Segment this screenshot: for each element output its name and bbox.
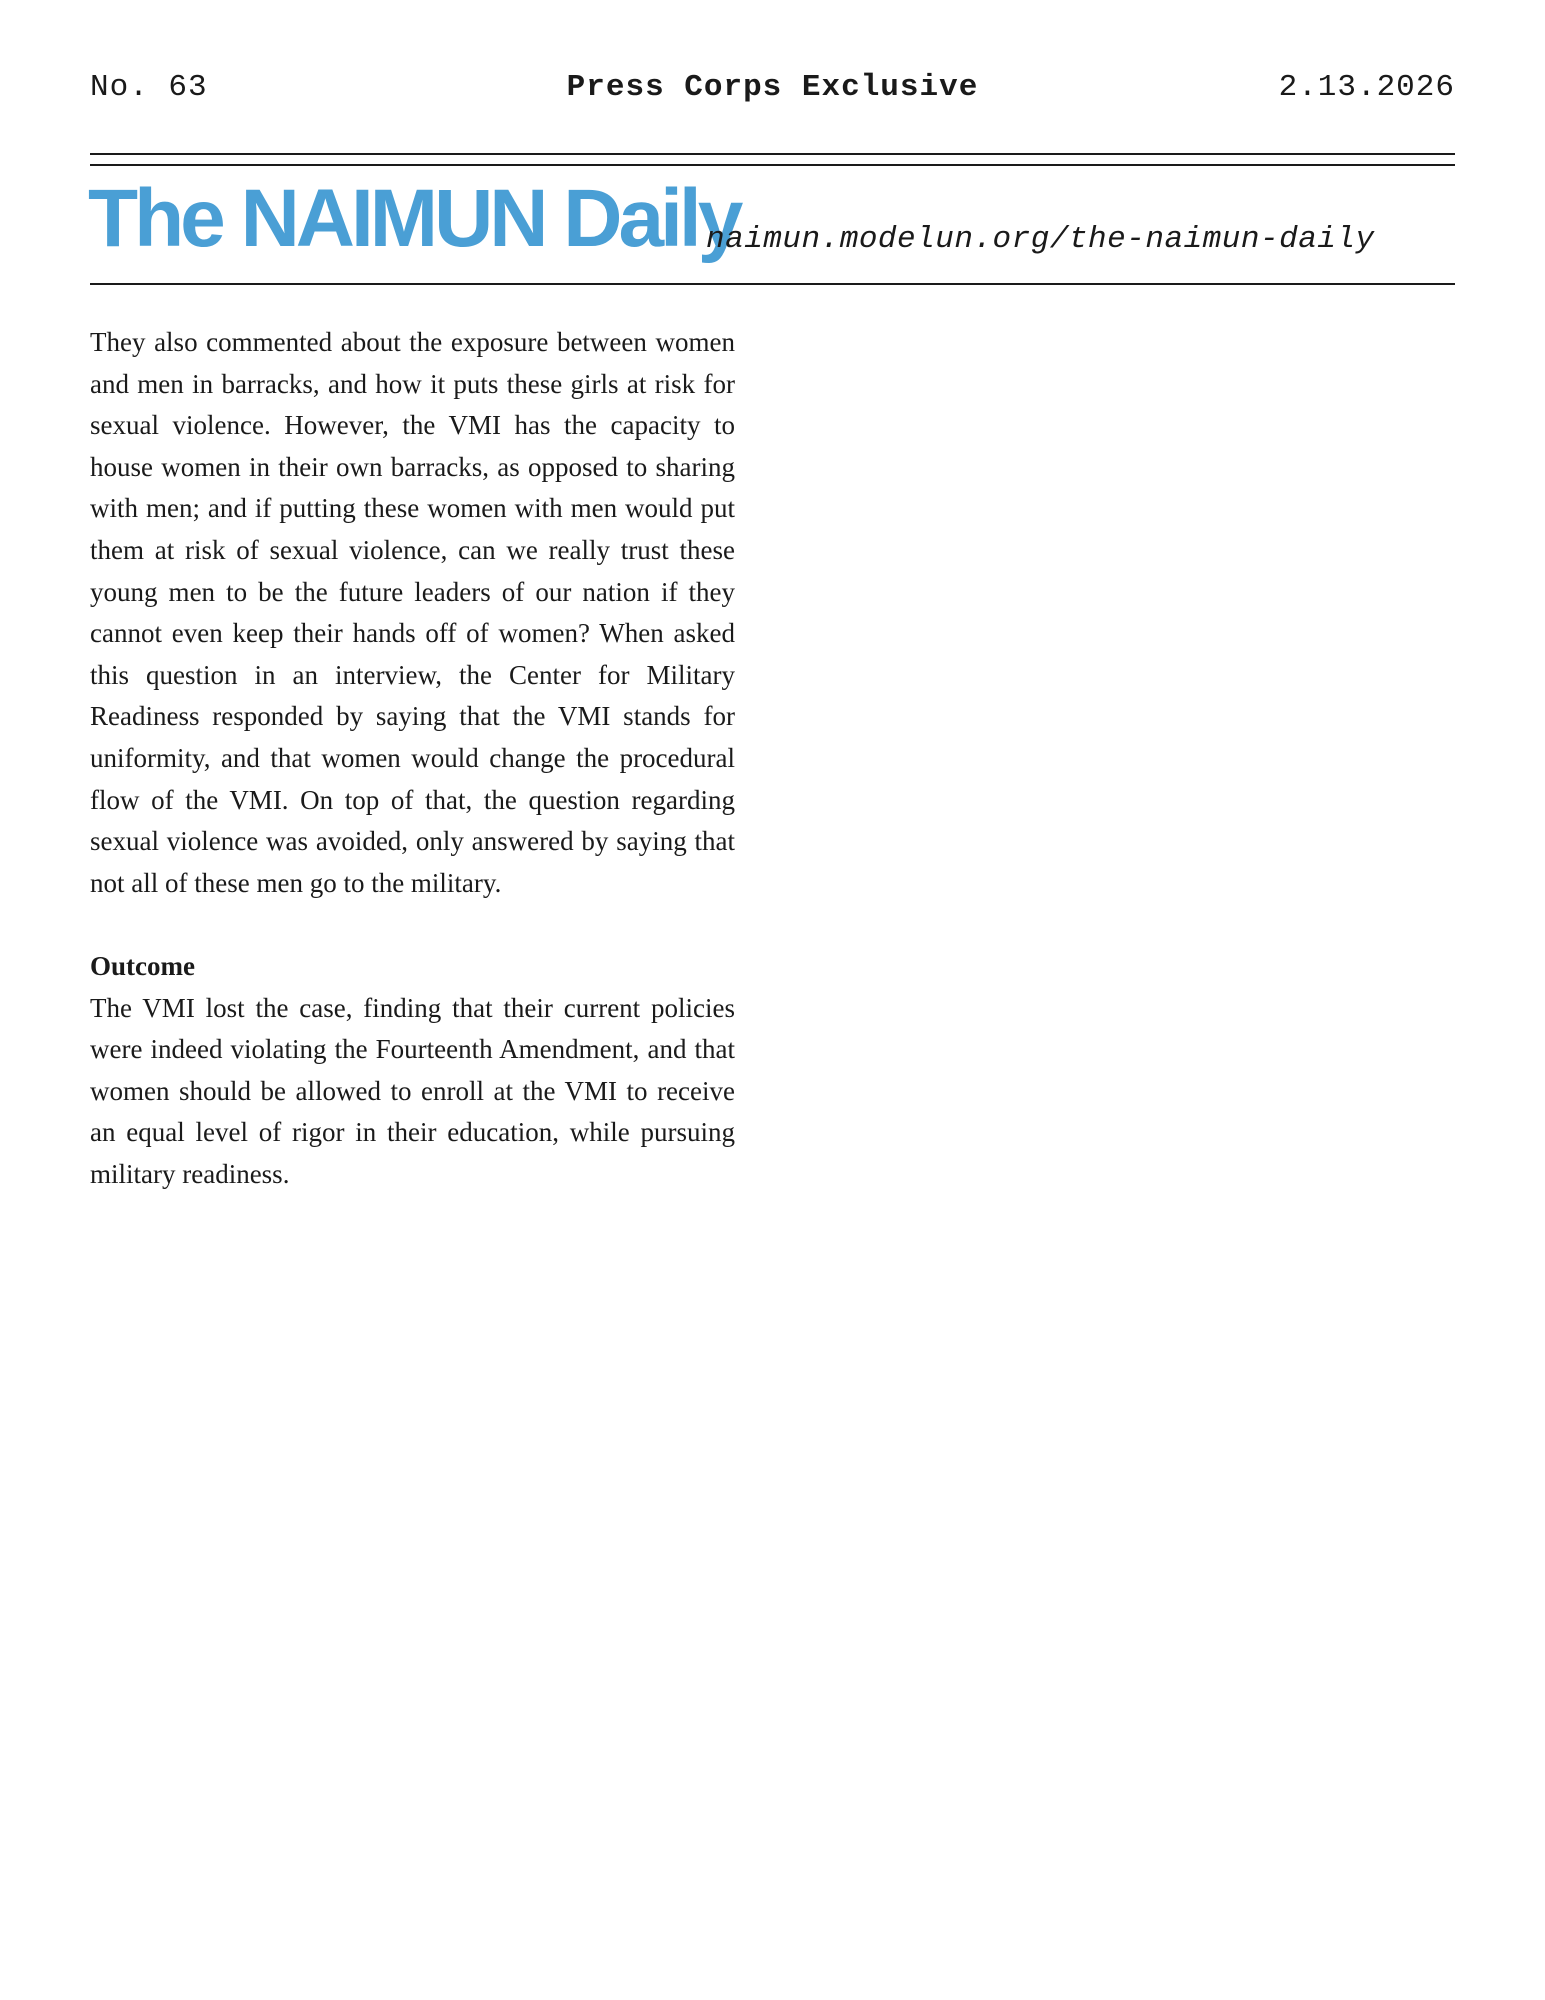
article-paragraph: They also commented about the exposure between women and men in barracks, and how it puts these girls at risk for sexual violence. However, the VMI has the capacity to house women in their own barracks, as opposed to sharing with men; and if putting these women with men would put them at risk of sexual violence, can we really trust these young men to be the future leaders of our nation if they cannot even keep their hands off of women? When asked this question in an interview, the Center for Military Readiness responded by saying that the VMI stands for uniformity, and that women would change the procedural flow of the VMI. On top of that, the question regarding sexual violence was avoided, only answered by saying that not all of these men go to the military.	[90, 327, 735, 898]
paragraph-spacer	[90, 904, 735, 946]
newspaper-title: The NAIMUN Daily	[88, 173, 740, 264]
header-divider-second	[90, 164, 1455, 166]
article-column	[90, 322, 735, 1195]
header-divider-top	[90, 153, 1455, 155]
issue-header	[90, 70, 1455, 114]
website-url: naimun.modelun.org/the-naimun-daily	[706, 222, 1375, 257]
outcome-paragraph: The VMI lost the case, finding that their current policies were indeed violating the Fourteenth Amendment, and that women should be allowed to enroll at the VMI to receive an equal level of rigor in their education, while pursuing military readiness.	[90, 992, 735, 1189]
issue-number: No. 63	[90, 70, 208, 105]
masthead-divider	[90, 283, 1455, 285]
issue-date: 2.13.2026	[1278, 70, 1455, 105]
section-label: Press Corps Exclusive	[566, 70, 979, 105]
outcome-heading: Outcome	[90, 950, 195, 981]
